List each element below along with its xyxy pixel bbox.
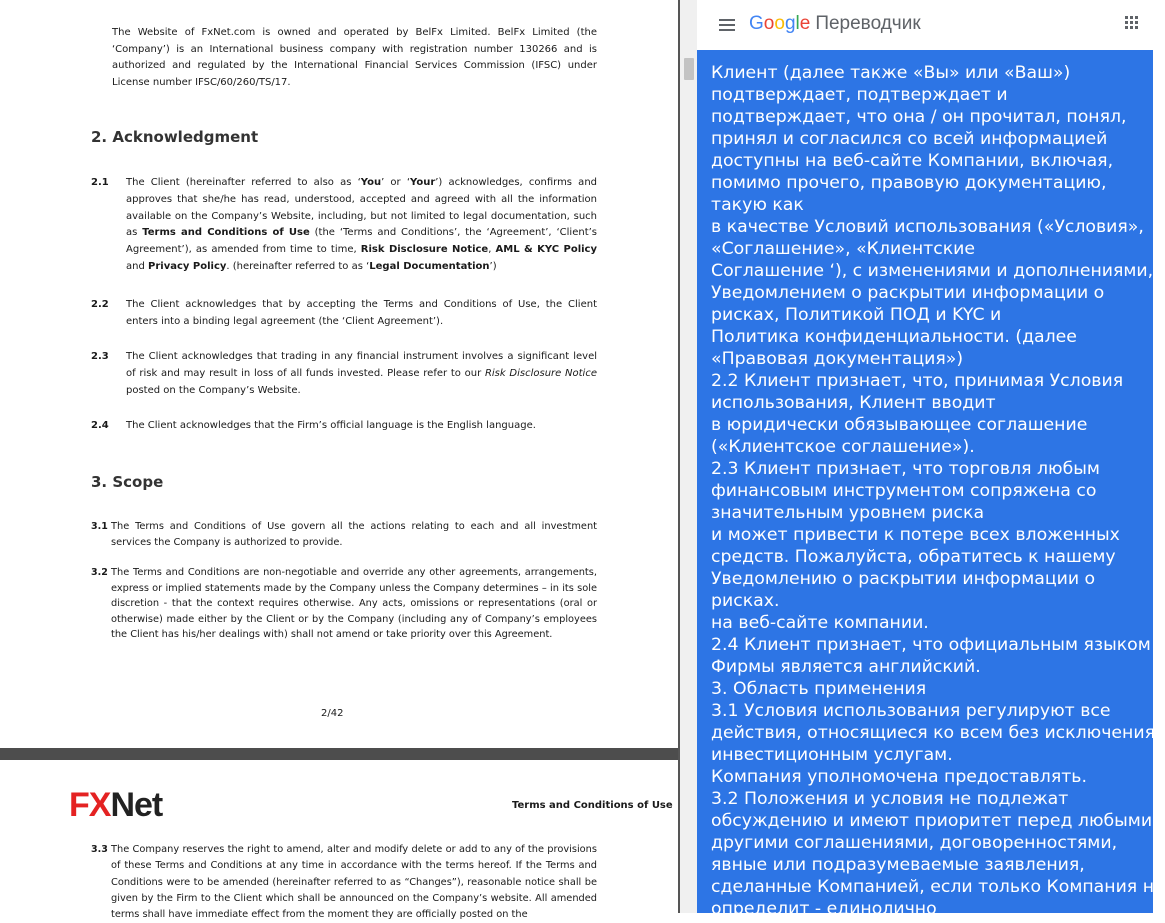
translated-line: подтверждает, что она / он прочитал, понял, <box>711 107 1127 127</box>
translated-line: 3.1 Условия использования регулируют все <box>711 701 1111 721</box>
translated-line: значительным уровнем риска <box>711 503 985 523</box>
clause-2-4: The Client acknowledges that the Firm’s official language is the English language. <box>126 420 536 431</box>
page-separator <box>0 748 678 760</box>
translated-line: и может привести к потере всех вложенных <box>711 525 1120 545</box>
page-number: 2/42 <box>321 708 344 719</box>
translated-line: подтверждает, подтверждает и <box>711 85 1008 105</box>
google-translate-panel <box>697 0 1165 919</box>
translated-line: явные или подразумеваемые заявления, <box>711 855 1085 875</box>
intro-paragraph: The Website of FxNet.com is owned and operated by BelFx Limited. BelFx Limited (the ‘Company’) is an International business company with registration number 130266 and is authorized and regulated by the International Financial Services Commission (IFSC) under License number IFSC/60/260/TS/17. <box>112 27 597 88</box>
clause-3-2: The Terms and Conditions are non-negotiable and override any other agreements, arrangements, express or implied statements made by the Company unless the Company determines – in its sole discretion - that the context requires otherwise. Any acts, omissions or representations (oral or otherwise) made either by the Client or by the Company (including any of Company’s employees the Client has his/her dealings with) shall not amend or take priority over this Agreement. <box>111 567 597 640</box>
translated-line: определит - единолично <box>711 899 937 919</box>
translated-line: Уведомлением о раскрытии информации о <box>711 283 1105 303</box>
main-menu-icon[interactable] <box>719 16 735 34</box>
translated-line: действия, относящиеся ко всем без исключения <box>711 723 1155 743</box>
translated-line: Клиент (далее также «Вы» или «Ваш») <box>711 63 1071 83</box>
clause-number: 3.3 <box>91 844 108 855</box>
translated-text <box>711 62 1165 920</box>
translated-line: 3.2 Положения и условия не подлежат <box>711 789 1069 809</box>
translated-line: на веб-сайте компании. <box>711 613 929 633</box>
translated-line: 2.4 Клиент признает, что официальным языком <box>711 635 1151 655</box>
clause-number: 2.2 <box>91 299 109 310</box>
translated-line: Соглашение ‘), с изменениями и дополнениями, <box>711 261 1154 281</box>
section-heading-scope: 3. Scope <box>91 473 164 491</box>
clause-number: 2.4 <box>91 420 109 431</box>
google-translate-logo[interactable]: Google Переводчик <box>749 13 921 34</box>
translated-line: сделанные Компанией, если только Компания не <box>711 877 1165 897</box>
translated-line: доступны на веб-сайте Компании, включая, <box>711 151 1114 171</box>
translated-line: помимо прочего, правовую документацию, <box>711 173 1107 193</box>
translated-line: 3. Область применения <box>711 679 927 699</box>
translated-line: 2.2 Клиент признает, что, принимая Условия <box>711 371 1124 391</box>
translated-line: инвестиционным услугам. <box>711 745 953 765</box>
translated-line: Политика конфиденциальности. (далее <box>711 327 1077 347</box>
translated-line: такую как <box>711 195 804 215</box>
clause-2-1: The Client (hereinafter referred to also as ‘You’ or ‘Your’) acknowledges, confirms and approves that she/he has read, understood, accepted and agreed with all the information available on the Company’s Website, including, but not limited to legal documentation, such as Terms and Conditions of Use (the ‘Terms and Conditions’, the ‘Agreement’, ‘Client’s Agreement’), as amended from time to time, Risk Disclosure Notice, AML & KYC Policy and Privacy Policy. (hereinafter referred to as ‘Legal Documentation’) <box>126 177 598 272</box>
translated-line: рисках. <box>711 591 780 611</box>
translated-line: Уведомлению о раскрытии информации о <box>711 569 1096 589</box>
translated-line: «Соглашение», «Клиентские <box>711 239 976 259</box>
translated-line: в качестве Условий использования («Условия», <box>711 217 1144 237</box>
clause-3-3: The Company reserves the right to amend, alter and modify delete or add to any of the provisions of these Terms and Conditions at any time in accordance with the terms hereof. If the Terms and Conditions were to be amended (hereinafter referred to as “Changes”), reasonable notice shall be given by the Firm to the Client which shall be announced on the Company’s website. All amended terms shall have immediate effect from the moment they are officially posted on the <box>111 844 597 921</box>
section-heading-acknowledgment: 2. Acknowledgment <box>91 128 259 146</box>
pdf-scrollbar-track[interactable] <box>680 0 697 913</box>
translated-line: использования, Клиент вводит <box>711 393 996 413</box>
translated-line: обсуждению и имеют приоритет перед любыми <box>711 811 1153 831</box>
pdf-page-3 <box>0 760 678 920</box>
translated-line: рисках, Политикой ПОД и KYC и <box>711 305 1002 325</box>
translated-line: «Правовая документация») <box>711 349 964 369</box>
clause-number: 3.2 <box>91 567 108 578</box>
clause-3-1: The Terms and Conditions of Use govern all the actions relating to each and all investment services the Company is authorized to provide. <box>111 521 597 548</box>
pdf-scrollbar-thumb[interactable] <box>684 58 694 80</box>
translated-line: другими соглашениями, договоренностями, <box>711 833 1118 853</box>
pdf-page-2 <box>0 0 678 748</box>
document-header-title: Terms and Conditions of Use <box>512 800 673 811</box>
clause-number: 2.1 <box>91 177 109 188</box>
translated-line: средств. Пожалуйста, обратитесь к нашему <box>711 547 1116 567</box>
google-apps-icon[interactable] <box>1125 16 1139 30</box>
clause-number: 3.1 <box>91 521 108 532</box>
translated-line: 2.3 Клиент признает, что торговля любым <box>711 459 1100 479</box>
clause-2-2: The Client acknowledges that by accepting the Terms and Conditions of Use, the Client enters into a binding legal agreement (the ‘Client Agreement’). <box>126 299 597 327</box>
translated-line: финансовым инструментом сопряжена со <box>711 481 1097 501</box>
translated-line: («Клиентское соглашение»). <box>711 437 975 457</box>
translate-top-bar <box>697 0 1153 50</box>
clause-number: 2.3 <box>91 351 109 362</box>
translated-line: Компания уполномочена предоставлять. <box>711 767 1087 787</box>
translated-line: в юридически обязывающее соглашение <box>711 415 1088 435</box>
fxnet-logo: FXNet <box>69 786 163 824</box>
translated-line: принял и согласился со всей информацией <box>711 129 1108 149</box>
clause-2-3: The Client acknowledges that trading in any financial instrument involves a significant level of risk and may result in loss of all funds invested. Please refer to our Risk Disclosure Notice posted on the Company’s Website. <box>126 351 597 396</box>
translated-line: Фирмы является английский. <box>711 657 981 677</box>
